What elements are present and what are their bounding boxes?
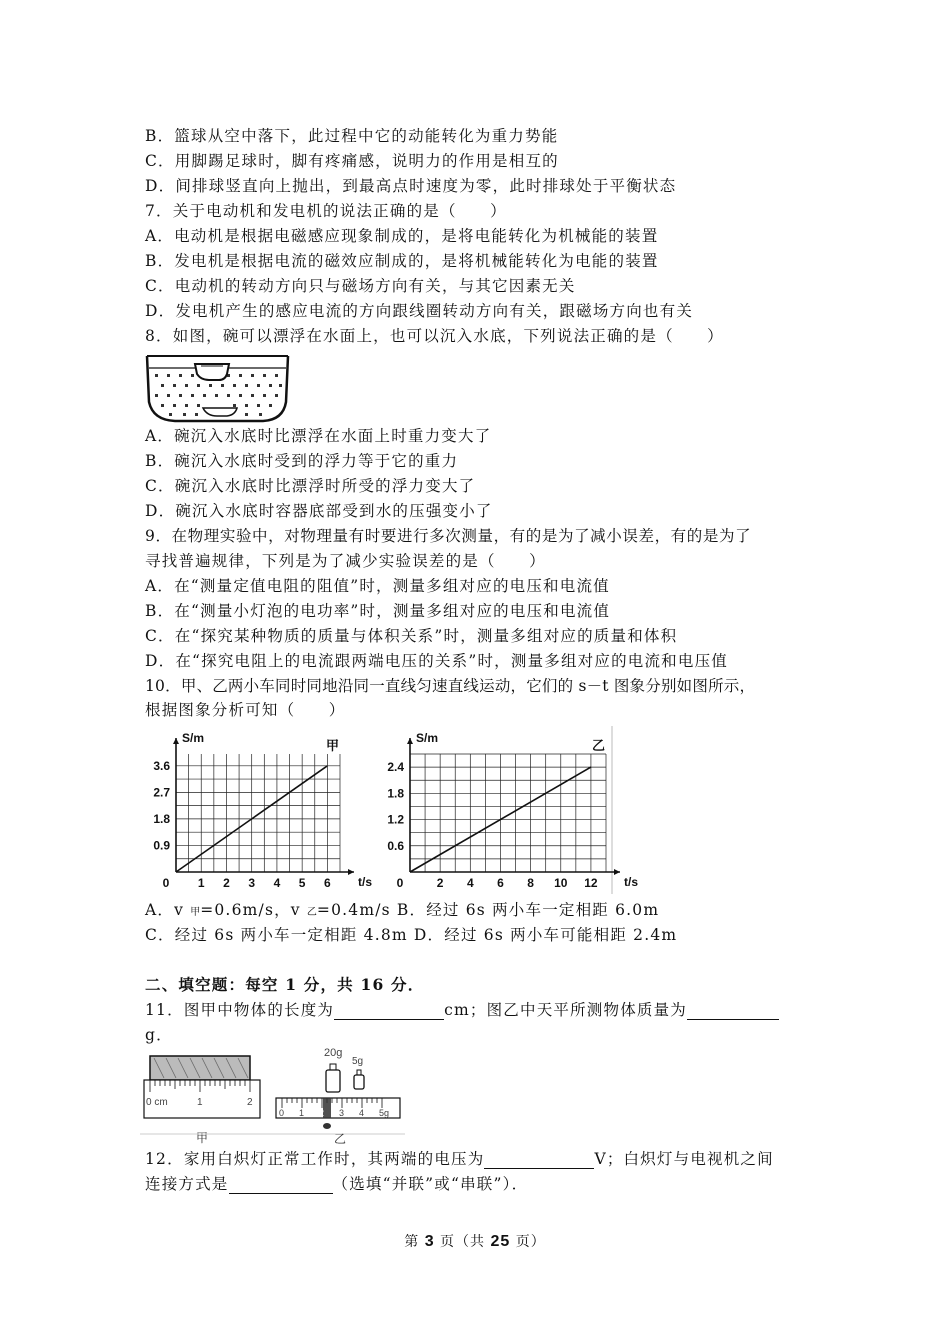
q12-line2 <box>145 1174 528 1194</box>
q8-option-c: C．碗沉入水底时比漂浮时所受的浮力变大了 <box>145 477 476 495</box>
x-tick-label: 6 <box>324 876 331 890</box>
y-tick-label: 3.6 <box>153 758 170 773</box>
figure-label-jia: 甲 <box>196 1131 209 1145</box>
q10-sub-yi: 乙 <box>306 907 317 918</box>
q7-stem: 7．关于电动机和发电机的说法正确的是（ ） <box>145 202 507 220</box>
weight-label-20g: 20g <box>324 1047 343 1059</box>
page-footer <box>0 1231 950 1251</box>
footer-pre: 第 <box>404 1234 425 1250</box>
q8-stem: 8．如图，碗可以漂浮在水面上，也可以沉入水底，下列说法正确的是（ ） <box>145 327 724 345</box>
y-tick-label: 2.7 <box>153 785 170 800</box>
q12-line2-pre: 连接方式是 <box>145 1175 229 1193</box>
figure-label-yi: 乙 <box>334 1132 347 1146</box>
scale-label-5g: 5g <box>379 1108 390 1118</box>
q12-line2-post: （选填“并联”或“串联”）． <box>332 1175 529 1193</box>
q9-option-c: C．在“探究某种物质的质量与体积关系”时，测量多组对应的质量和体积 <box>145 627 678 645</box>
x-tick-label: 4 <box>466 876 474 890</box>
y-tick-label: 0.9 <box>153 838 170 853</box>
chart-title: 乙 <box>592 738 606 753</box>
q10-option-ab <box>145 900 659 923</box>
q6-option-c: C．用脚踢足球时，脚有疼痛感，说明力的作用是相互的 <box>145 152 559 170</box>
q12-mid: V；白炽灯与电视机之间 <box>594 1150 774 1168</box>
q9-option-d: D．在“探究电阻上的电流跟两端电压的关系”时，测量多组对应的电流和电压值 <box>145 652 728 670</box>
scale-label-3: 3 <box>339 1108 345 1118</box>
footer-post: 页） <box>510 1234 546 1250</box>
scale-label-0: 0 <box>279 1108 285 1118</box>
y-tick-label: 2.4 <box>387 760 404 775</box>
ruler-and-balance-figure <box>140 1046 410 1146</box>
y-axis-label: S/m <box>416 731 439 745</box>
s-t-graphs <box>140 726 639 894</box>
q7-option-a: A．电动机是根据电磁感应现象制成的，是将电能转化为机械能的装置 <box>145 227 659 245</box>
x-tick-label: 0 <box>396 876 404 890</box>
q7-option-c: C．电动机的转动方向只与磁场方向有关，与其它因素无关 <box>145 277 576 295</box>
x-tick-label: 5 <box>298 876 306 890</box>
q11-line2: g． <box>145 1026 173 1044</box>
x-tick-label: 3 <box>248 876 256 890</box>
q9-stem-line1: 9．在物理实验中，对物理量有时要进行多次测量，有的是为了减小误差，有的是为了 <box>145 527 752 545</box>
q8-option-b: B．碗沉入水底时受到的浮力等于它的重力 <box>145 452 459 470</box>
section2-heading: 二、填空题：每空 1 分，共 16 分． <box>145 975 425 994</box>
q10-sub-jia: 甲 <box>190 907 201 918</box>
footer-mid: 页（共 <box>434 1234 491 1250</box>
x-tick-label: 6 <box>497 876 504 890</box>
q6-option-b: B．篮球从空中落下，此过程中它的动能转化为重力势能 <box>145 127 559 145</box>
q10-option-a-pre: A．v <box>145 901 191 919</box>
ruler-label-1: 1 <box>197 1097 203 1108</box>
ruler-label-cm: 0 cm <box>146 1097 168 1108</box>
q11-line1 <box>145 1000 779 1020</box>
x-tick-label: 2 <box>223 876 230 890</box>
footer-page-number: 3 <box>424 1233 435 1250</box>
x-axis-label: t/s <box>624 875 639 889</box>
y-tick-label: 1.8 <box>153 811 170 826</box>
ruler-label-2: 2 <box>247 1097 253 1108</box>
x-tick-label: 10 <box>554 876 568 890</box>
q12-line1 <box>145 1149 774 1169</box>
q11-mid: cm；图乙中天平所测物体质量为 <box>444 1001 688 1019</box>
q10-stem-line2: 根据图象分析可知（ ） <box>145 701 346 719</box>
q9-option-b: B．在“测量小灯泡的电功率”时，测量多组对应的电压和电流值 <box>145 602 611 620</box>
q9-stem-line2: 寻找普遍规律，下列是为了减少实验误差的是（ ） <box>145 552 546 570</box>
x-tick-label: 2 <box>436 876 444 890</box>
x-tick-label: 0 <box>162 876 170 890</box>
q10-option-cd: C．经过 6s 两小车一定相距 4.8m D．经过 6s 两小车可能相距 2.4m <box>145 926 678 944</box>
x-axis-arrow <box>614 869 620 875</box>
q7-option-d: D．发电机产生的感应电流的方向跟线圈转动方向有关，跟磁场方向也有关 <box>145 302 694 320</box>
footer-total-pages: 25 <box>490 1233 511 1250</box>
y-tick-label: 0.6 <box>387 838 404 853</box>
q10-option-a-post: =0.4m/s B．经过 6s 两小车一定相距 6.0m <box>316 901 660 919</box>
q11-blank-length[interactable] <box>334 1003 444 1020</box>
scale-label-2: 2 <box>319 1108 325 1118</box>
q12-pre: 12．家用白炽灯正常工作时，其两端的电压为 <box>145 1150 485 1168</box>
x-tick-label: 4 <box>273 876 281 890</box>
q12-blank-connection[interactable] <box>229 1177 333 1194</box>
y-tick-label: 1.8 <box>387 786 404 801</box>
x-axis-label: t/s <box>358 875 373 889</box>
q8-option-d: D．碗沉入水底时容器底部受到水的压强变小了 <box>145 502 493 520</box>
q11-blank-mass[interactable] <box>687 1003 779 1020</box>
q12-blank-voltage[interactable] <box>484 1152 594 1169</box>
y-axis-label: S/m <box>182 731 205 745</box>
chart-title: 甲 <box>326 738 340 753</box>
q10-option-a-mid: =0.6m/s，v <box>200 901 307 919</box>
q7-option-b: B．发电机是根据电流的磁效应制成的，是将机械能转化为电能的装置 <box>145 252 659 270</box>
q8-option-a: A．碗沉入水底时比漂浮在水面上时重力变大了 <box>145 427 492 445</box>
q6-option-d: D．间排球竖直向上抛出，到最高点时速度为零，此时排球处于平衡状态 <box>145 177 677 195</box>
y-tick-label: 1.2 <box>387 812 404 827</box>
x-tick-label: 8 <box>527 876 534 890</box>
bowl-in-water-figure <box>145 352 290 424</box>
q9-option-a: A．在“测量定值电阻的阻值”时，测量多组对应的电压和电流值 <box>145 577 610 595</box>
x-tick-label: 1 <box>197 876 205 890</box>
weight-label-5g: 5g <box>352 1056 364 1067</box>
q10-stem-line1: 10．甲、乙两小车同时同地沿同一直线匀速直线运动，它们的 s－t 图象分别如图所示， <box>145 677 756 695</box>
q11-pre: 11．图甲中物体的长度为 <box>145 1001 335 1019</box>
scale-label-1: 1 <box>299 1108 305 1118</box>
x-tick-label: 12 <box>584 876 598 890</box>
scale-label-4: 4 <box>359 1108 365 1118</box>
